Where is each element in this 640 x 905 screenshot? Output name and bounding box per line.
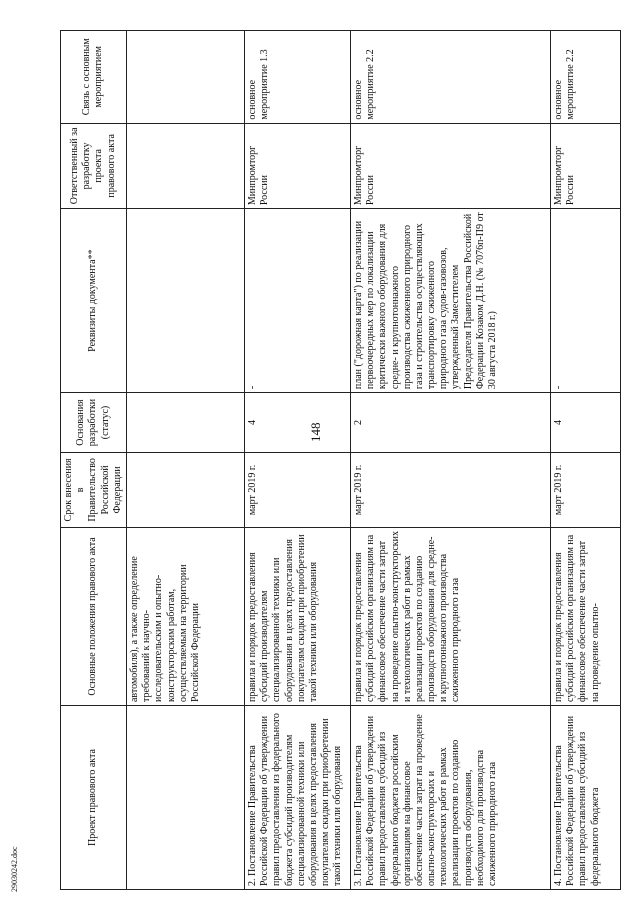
cell-deadline: март 2019 г.: [244, 452, 350, 527]
cell-link: основное мероприятие 2.2: [350, 31, 550, 124]
cell-responsible: Минпромторг России: [350, 123, 550, 209]
table-row: [244, 31, 350, 890]
cell-project: [126, 706, 244, 890]
cell-provisions: правила и порядок предоставления субсидий производителям специализированной техники или оборудования в целях предоставления покупателям скидки при приобретении такой техники или оборудования: [244, 527, 350, 705]
cell-basis: 4: [550, 393, 620, 453]
table-row: [126, 31, 244, 890]
cell-deadline: март 2019 г.: [350, 452, 550, 527]
header-responsible: Ответственный за разработку проекта правового акта: [61, 123, 127, 209]
header-provisions: Основные положения правового акта: [61, 527, 127, 705]
cell-responsible: [126, 123, 244, 209]
cell-project: 2. Постановление Правительства Российской Федерации об утверждении правил предоставления из федерального бюджета субсидий производителям специализированной техники или оборудования в целях предоставления покупателям скидки при приобретении такой техники или оборудования: [244, 706, 350, 890]
footer-filename: 29030242.doc: [10, 846, 19, 892]
table-header-row: [61, 31, 127, 890]
page-number: 148: [308, 422, 323, 442]
cell-requisites: -: [550, 209, 620, 393]
cell-basis: 2: [350, 393, 550, 453]
header-deadline: Срок внесения в Правительство Российской Федерации: [61, 452, 127, 527]
cell-deadline: [126, 452, 244, 527]
cell-responsible: Минпромторг России: [244, 123, 350, 209]
cell-requisites: -: [244, 209, 350, 393]
rotated-table-wrapper: [60, 30, 625, 890]
cell-requisites: план ("дорожная карта") по реализации первоочередных мер по локализации критически важного оборудования для средне- и крупнотоннажного производства сжиженного природного газа и строительства осуществляющих транспортировку сжиженного природного газа судов-газовозов, утвержденный Заместителем Председателя Правительства Российской Федерации Козаком Д.Н. (№ 7076п-П9 от 30 августа 2018 г.): [350, 209, 550, 393]
legal-acts-table: [60, 30, 621, 890]
cell-basis: 4: [244, 393, 350, 453]
cell-provisions: правила и порядок предоставления субсидий российским организациям на финансовое обеспечение части затрат на проведение опытно-: [550, 527, 620, 705]
cell-responsible: Минпромторг России: [550, 123, 620, 209]
table-row: [350, 31, 550, 890]
header-link: Связь с основным мероприятием: [61, 31, 127, 124]
header-requisites: Реквизиты документа**: [61, 209, 127, 393]
table-row: [550, 31, 620, 890]
cell-provisions: правила и порядок предоставления субсидий российским организациям на финансовое обеспечение части затрат на проведение опытно-конструкторских и технологических работ в рамках реализации проектов по созданию производств оборудования для средне- и крупнотоннажного производства сжиженного природного газа: [350, 527, 550, 705]
header-project: Проект правового акта: [61, 706, 127, 890]
cell-project: 4. Постановление Правительства Российской Федерации об утверждении правил предоставления субсидий из федерального бюджета: [550, 706, 620, 890]
cell-project: 3. Постановление Правительства Российской Федерации об утверждении правил предоставления субсидий из федерального бюджета российским организациям на финансовое обеспечение части затрат на проведение опытно-конструкторских и технологических работ в рамках реализации проектов по созданию производств оборудования, необходимого для производства сжиженного природного газа: [350, 706, 550, 890]
cell-requisites: [126, 209, 244, 393]
cell-provisions: автомобиля), а также определение требований к научно-исследовательским и опытно-конструкторским работам, осуществляемым на территории Российской Федерации: [126, 527, 244, 705]
cell-basis: [126, 393, 244, 453]
cell-link: [126, 31, 244, 124]
header-basis: Основания разработки (статус): [61, 393, 127, 453]
cell-link: основное мероприятие 2.2: [550, 31, 620, 124]
cell-deadline: март 2019 г.: [550, 452, 620, 527]
cell-link: основное мероприятие 1.3: [244, 31, 350, 124]
